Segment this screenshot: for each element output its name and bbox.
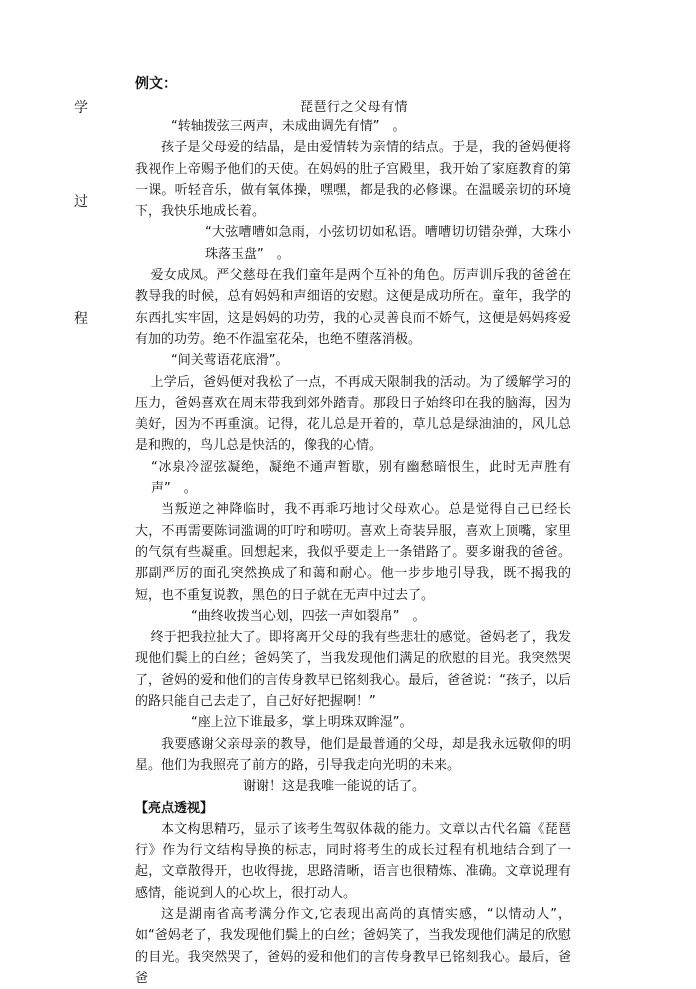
body-paragraph: 终于把我拉扯大了。即将离开父母的我有些悲壮的感觉。爸妈老了，我发现他们鬓上的白丝；爸妈笑了，当我发现他们满足的欣慰的目光。我突然哭了，爸妈的爱和他们的言传身教早已铭刻我心。最后，爸爸说：“孩子，以后的路只能自己去走了，自己好好把握啊！” xyxy=(135,630,571,710)
body-paragraph: 我要感谢父亲母亲的教导，他们是最普通的父母，却是我永远敬仰的明星。他们为我照亮了前方的路，引导我走向光明的未来。 xyxy=(135,736,571,773)
body-paragraph: 上学后，爸妈便对我松了一点，不再成天限制我的活动。为了缓解学习的压力，爸妈喜欢在周末带我到郊外踏青。那段日子始终印在我的脑海，因为美好，因为不再重演。记得，花儿总是开着的，草儿总是绿油油的，风儿总是和煦的，鸟儿总是快活的，像我的心情。 xyxy=(135,374,571,454)
margin-char-guo: 过 xyxy=(74,194,88,210)
analysis-paragraph: 本文构思精巧，显示了该考生驾驭体裁的能力。文章以古代名篇《琵琶行》作为行文结构导换的标志，同时将考生的成长过程有机地结合到了一起，文章散得开，也收得拢，思路清晰，语言也很精炼、准确。文章说理有感情，能说到人的心坎上，很打动人。 xyxy=(135,821,571,901)
essay-body xyxy=(135,116,571,989)
analysis-paragraph: 这是湖南省高考满分作文,它表现出高尚的真情实感，“以情动人”，如“爸妈老了，我发现他们鬓上的白丝；爸妈笑了，当我发现他们满足的欣慰的目光。我突然哭了，爸妈的爱和他们的言传身教早已铭刻我心。最后，爸爸 xyxy=(135,906,571,986)
quote-paragraph: “曲终收拨当心划，四弦一声如裂帛” 。 xyxy=(191,608,426,624)
quote-paragraph: “转轴拨弦三两声，未成曲调先有情” 。 xyxy=(171,119,406,134)
quote-paragraph: “座上泣下谁最多，掌上明珠双眸湿”。 xyxy=(191,715,413,731)
highlight-label: 【亮点透视】 xyxy=(135,800,214,816)
body-paragraph: 爱女成凤。严父慈母在我们童年是两个互补的角色。厉声训斥我的爸爸在教导我的时候，总有妈妈和声细语的安慰。这便是成功所在。童年，我学的东西扎实牢固，这是妈妈的功劳，我的心灵善良而不娇气，这便是妈妈疼爱有加的功劳。绝不作温室花朵，也绝不堕落消极。 xyxy=(135,268,571,347)
margin-char-xue: 学 xyxy=(74,100,88,116)
quote-paragraph: “大弦嘈嘈如急雨，小弦切切如私语。嘈嘈切切错杂弹，大珠小珠落玉盘” 。 xyxy=(205,225,571,262)
closing-line: 谢谢！这是我唯一能说的话了。 xyxy=(243,779,426,795)
quote-paragraph: “冰泉冷涩弦凝绝，凝绝不通声暂歇，别有幽愁暗恨生，此时无声胜有声” 。 xyxy=(151,459,571,497)
margin-char-cheng: 程 xyxy=(74,311,88,327)
body-paragraph: 当叛逆之神降临时，我不再乖巧地讨父母欢心。总是觉得自己已经长大，不再需要陈词滥调的叮咛和唠叨。喜欢上奇装异服，喜欢上顶嘴，家里的气氛有些凝重。回想起来，我似乎要走上一条错路了。要多谢我的爸爸。那副严厉的面孔突然换成了和蔼和耐心。他一步步地引导我，既不揭我的短，也不重复说教，黑色的日子就在无声中过去了。 xyxy=(135,502,571,603)
quote-paragraph: “间关莺语花底滑”。 xyxy=(171,353,289,369)
example-heading: 例文： xyxy=(135,76,177,92)
body-paragraph: 孩子是父母爱的结晶，是由爱情转为亲情的结点。于是，我的爸妈便将我视作上帝赐予他们的天使。在妈妈的肚子宫殿里，我开始了家庭教育的第一课。听轻音乐，做有氧体操，嘿嘿，都是我的必修课。在温暖亲切的环境下，我快乐地成长着。 xyxy=(135,140,571,220)
essay-title: 琵琶行之父母有情 xyxy=(300,100,409,115)
